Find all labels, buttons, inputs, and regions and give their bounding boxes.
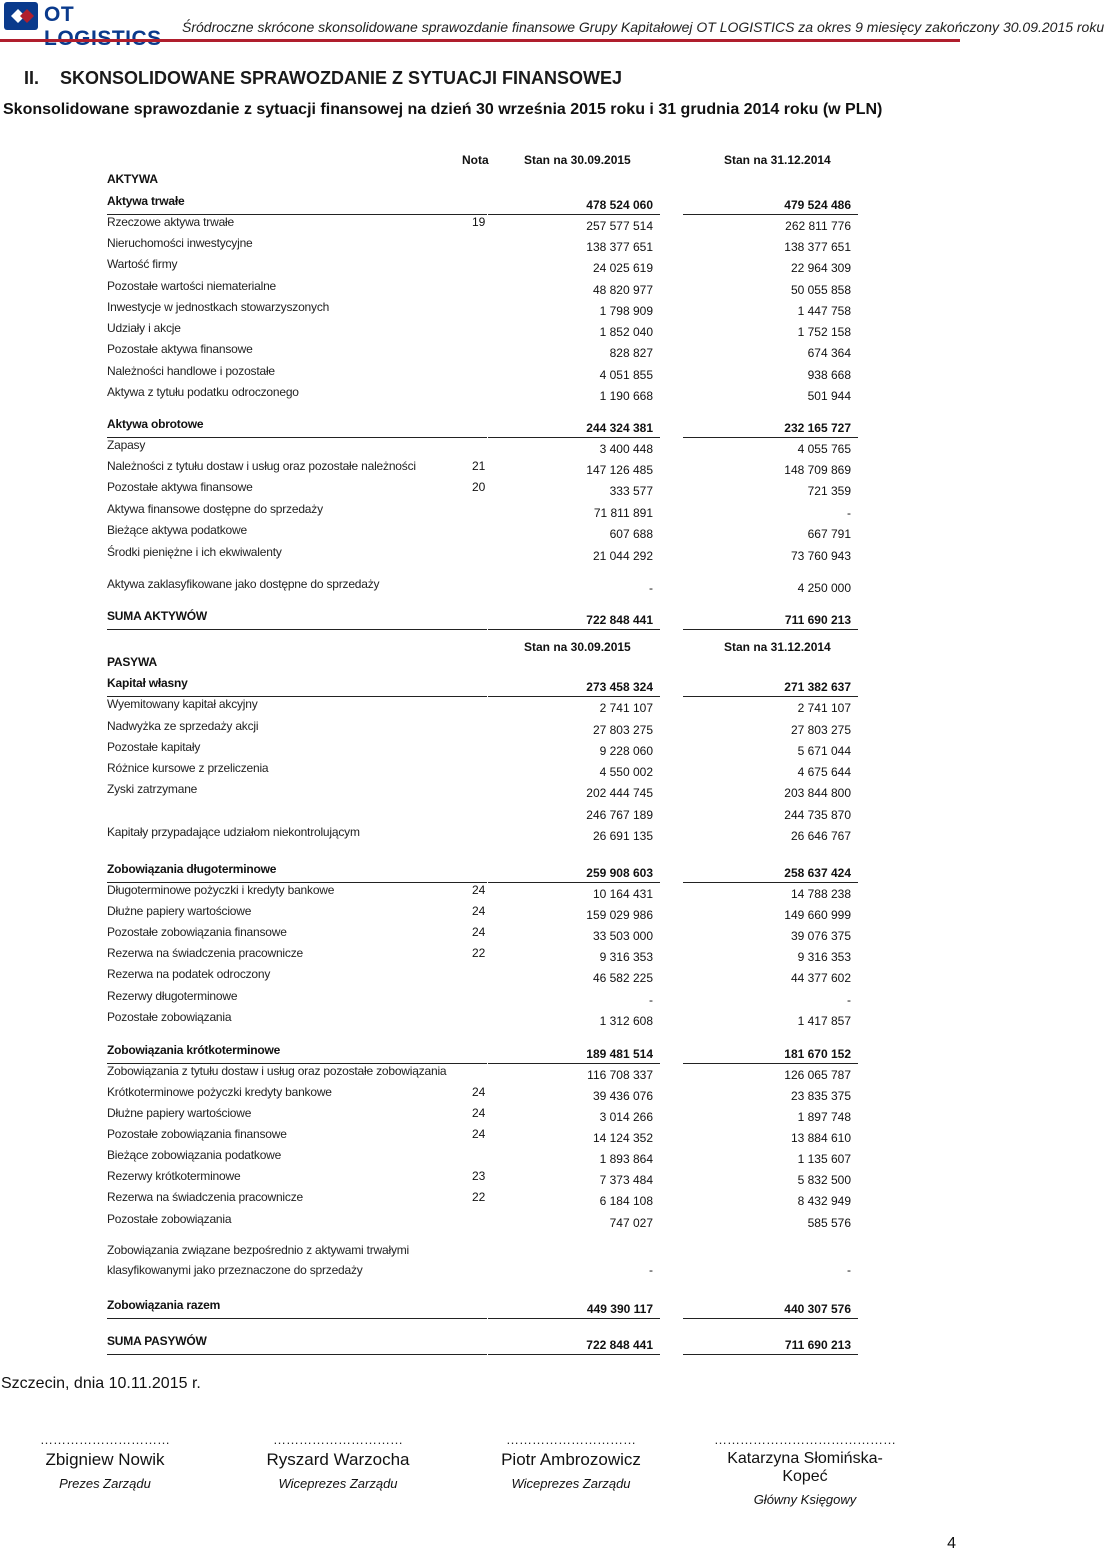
- value-current: 147 126 485: [586, 463, 653, 477]
- signature-line: …………………………: [273, 1432, 403, 1447]
- row-note: 24: [472, 925, 486, 939]
- row-label: Zyski zatrzymane: [107, 782, 198, 796]
- value-previous: 73 760 943: [790, 549, 851, 563]
- signature-block: [15, 1432, 195, 1491]
- value-previous: 585 576: [807, 1216, 851, 1230]
- value-underline: [683, 696, 858, 697]
- signature-block: [481, 1432, 661, 1491]
- value-previous: 1 897 748: [797, 1110, 851, 1124]
- signature-block: [705, 1432, 905, 1507]
- value-underline: [488, 696, 660, 697]
- value-previous: 4 055 765: [797, 442, 851, 456]
- row-label: Dłużne papiery wartościowe: [107, 1106, 252, 1120]
- value-current: 46 582 225: [592, 971, 653, 985]
- value-underline: [488, 882, 660, 883]
- row-label: Należności z tytułu dostaw i usług oraz pozostałe należności: [107, 459, 416, 473]
- signatory-name: Ryszard Warzocha: [266, 1450, 410, 1469]
- section-number: II.: [24, 68, 40, 88]
- value-current: 244 324 381: [586, 421, 653, 435]
- value-underline: [488, 1354, 660, 1355]
- row-label: Bieżące aktywa podatkowe: [107, 523, 247, 537]
- row-note: 24: [472, 1106, 486, 1120]
- value-current: 6 184 108: [599, 1194, 653, 1208]
- value-previous: 27 803 275: [790, 723, 851, 737]
- value-underline: [683, 437, 858, 438]
- value-current: 1 798 909: [599, 304, 653, 318]
- value-previous: -: [847, 1263, 851, 1277]
- value-current: 478 524 060: [586, 198, 653, 212]
- value-previous: 1 752 158: [797, 325, 851, 339]
- row-label: Aktywa finansowe dostępne do sprzedaży: [107, 502, 323, 516]
- row-label: Inwestycje w jednostkach stowarzyszonych: [107, 300, 330, 314]
- value-previous: 5 671 044: [797, 744, 851, 758]
- value-current: 48 820 977: [592, 283, 653, 297]
- row-note: 24: [472, 904, 486, 918]
- value-current: 246 767 189: [586, 808, 653, 822]
- row-label: Dłużne papiery wartościowe: [107, 904, 252, 918]
- row-label: Należności handlowe i pozostałe: [107, 364, 275, 378]
- value-current: 21 044 292: [592, 549, 653, 563]
- signature-line: …………………………: [40, 1432, 170, 1447]
- place-and-date: Szczecin, dnia 10.11.2015 r.: [1, 1375, 201, 1392]
- row-label: Rezerwa na podatek odroczony: [107, 967, 271, 981]
- value-current: 9 316 353: [599, 950, 653, 964]
- section-heading: [24, 68, 622, 89]
- value-previous: 44 377 602: [790, 971, 851, 985]
- value-underline: [683, 882, 858, 883]
- value-current: 10 164 431: [592, 887, 653, 901]
- column-header-current-liabilities: Stan na 30.09.2015: [524, 640, 631, 654]
- row-label: Zobowiązania związane bezpośrednio z aktywami trwałymi: [107, 1243, 410, 1257]
- value-previous: -: [847, 993, 851, 1007]
- value-current: 39 436 076: [592, 1089, 653, 1103]
- row-label: Wartość firmy: [107, 257, 178, 271]
- value-current: 3 400 448: [599, 442, 653, 456]
- value-current: 2 741 107: [599, 701, 653, 715]
- value-previous: 440 307 576: [784, 1302, 851, 1316]
- value-previous: 22 964 309: [790, 261, 851, 275]
- value-previous: 13 884 610: [790, 1131, 851, 1145]
- value-previous: 262 811 776: [785, 219, 851, 233]
- value-previous: 232 165 727: [784, 421, 851, 435]
- row-label: Pozostałe aktywa finansowe: [107, 480, 253, 494]
- value-current: 116 708 337: [587, 1068, 653, 1082]
- value-current: 138 377 651: [586, 240, 653, 254]
- value-underline: [683, 214, 858, 215]
- value-current: 449 390 117: [586, 1302, 653, 1316]
- row-label: Różnice kursowe z przeliczenia: [107, 761, 269, 775]
- value-current: 607 688: [609, 527, 653, 541]
- value-previous: 711 690 213: [784, 1338, 851, 1352]
- row-label: Rezerwy długoterminowe: [107, 989, 238, 1003]
- row-label: Rzeczowe aktywa trwałe: [107, 215, 234, 229]
- value-previous: 2 741 107: [797, 701, 851, 715]
- value-underline: [488, 1063, 660, 1064]
- value-previous: 501 944: [807, 389, 851, 403]
- row-note: 24: [472, 1127, 486, 1141]
- value-current: 71 811 891: [593, 506, 653, 520]
- signatory-role: Główny Księgowy: [753, 1492, 857, 1507]
- value-current: 1 852 040: [599, 325, 653, 339]
- logo-mark-icon: [4, 2, 38, 30]
- value-previous: 126 065 787: [784, 1068, 851, 1082]
- value-current: 189 481 514: [586, 1047, 653, 1061]
- value-previous: -: [847, 506, 851, 520]
- value-previous: 138 377 651: [784, 240, 851, 254]
- row-underline: [107, 629, 487, 630]
- row-label: Rezerwa na świadczenia pracownicze: [107, 1190, 303, 1204]
- document-header-title: Śródroczne skrócone skonsolidowane sprawozdanie finansowe Grupy Kapitałowej OT LOGISTICS za okres 9 miesięcy zakończony 30.09.2015 roku: [182, 19, 1104, 35]
- value-previous: 149 660 999: [784, 908, 851, 922]
- value-previous: 39 076 375: [790, 929, 851, 943]
- row-label: Nadwyżka ze sprzedaży akcji: [107, 719, 259, 733]
- row-note: 20: [472, 480, 486, 494]
- value-current: 259 908 603: [586, 866, 653, 880]
- page-number: 4: [947, 1535, 956, 1552]
- row-label: Pozostałe aktywa finansowe: [107, 342, 253, 356]
- value-current: 202 444 745: [586, 786, 653, 800]
- value-previous: 244 735 870: [784, 808, 851, 822]
- value-previous: 23 835 375: [790, 1089, 851, 1103]
- value-previous: 479 524 486: [784, 198, 851, 212]
- value-previous: 148 709 869: [784, 463, 851, 477]
- row-label: Aktywa zaklasyfikowane jako dostępne do sprzedaży: [107, 577, 380, 591]
- value-previous: 258 637 424: [784, 866, 851, 880]
- value-current: 159 029 986: [586, 908, 653, 922]
- value-current: 4 550 002: [599, 765, 653, 779]
- value-current: 27 803 275: [592, 723, 653, 737]
- row-label: Zapasy: [107, 438, 146, 452]
- column-header-note: Nota: [462, 153, 489, 167]
- value-current: 9 228 060: [599, 744, 653, 758]
- row-underline: [107, 437, 487, 438]
- value-previous: 1 417 857: [797, 1014, 851, 1028]
- value-previous: 5 832 500: [797, 1173, 851, 1187]
- value-current: 33 503 000: [592, 929, 653, 943]
- value-current: 14 124 352: [592, 1131, 653, 1145]
- row-underline: [107, 1318, 487, 1319]
- row-label: PASYWA: [107, 655, 157, 669]
- value-underline: [683, 1063, 858, 1064]
- value-current: 24 025 619: [592, 261, 653, 275]
- row-label: Długoterminowe pożyczki i kredyty bankowe: [107, 883, 335, 897]
- value-previous: 4 250 000: [797, 581, 851, 595]
- row-label: Krótkoterminowe pożyczki kredyty bankowe: [107, 1085, 332, 1099]
- signatory-role: Prezes Zarządu: [59, 1476, 151, 1491]
- row-label: SUMA AKTYWÓW: [107, 609, 208, 623]
- row-note: 24: [472, 883, 486, 897]
- value-current: 722 848 441: [586, 613, 653, 627]
- value-current: 1 312 608: [599, 1014, 653, 1028]
- value-underline: [488, 437, 660, 438]
- row-label: Rezerwa na świadczenia pracownicze: [107, 946, 303, 960]
- section-title-text: SKONSOLIDOWANE SPRAWOZDANIE Z SYTUACJI FINANSOWEJ: [60, 68, 623, 88]
- row-note: 22: [472, 1190, 486, 1204]
- logo-wordmark: OT: [44, 3, 75, 26]
- signature-block: [248, 1432, 428, 1491]
- row-label: Środki pieniężne i ich ekwiwalenty: [107, 545, 282, 559]
- row-label: Kapitał własny: [107, 676, 188, 690]
- row-label: Nieruchomości inwestycyjne: [107, 236, 253, 250]
- value-previous: 14 788 238: [790, 887, 851, 901]
- row-label: Pozostałe zobowiązania finansowe: [107, 1127, 287, 1141]
- signatory-role: Wiceprezes Zarządu: [278, 1476, 398, 1491]
- row-label: Pozostałe zobowiązania: [107, 1010, 232, 1024]
- value-previous: 711 690 213: [784, 613, 851, 627]
- signature-line: ……………………………………: [714, 1432, 896, 1447]
- value-current: 4 051 855: [599, 368, 653, 382]
- row-label: Aktywa trwałe: [107, 194, 185, 208]
- value-previous: 271 382 637: [784, 680, 851, 694]
- row-note: 24: [472, 1085, 486, 1099]
- row-label: Kapitały przypadające udziałom niekontrolującym: [107, 825, 360, 839]
- value-previous: 721 359: [807, 484, 851, 498]
- value-current: -: [649, 993, 653, 1007]
- value-current: 828 827: [609, 346, 653, 360]
- company-logo: [4, 2, 184, 30]
- value-current: 1 893 864: [599, 1152, 653, 1166]
- value-current: 7 373 484: [599, 1173, 653, 1187]
- row-label: AKTYWA: [107, 172, 158, 186]
- value-previous: 9 316 353: [797, 950, 851, 964]
- row-label: Pozostałe zobowiązania: [107, 1212, 232, 1226]
- row-label: Pozostałe kapitały: [107, 740, 201, 754]
- value-previous: 1 447 758: [797, 304, 851, 318]
- row-label: Zobowiązania razem: [107, 1298, 221, 1312]
- value-previous: 4 675 644: [797, 765, 851, 779]
- row-label: Bieżące zobowiązania podatkowe: [107, 1148, 282, 1162]
- value-current: -: [649, 581, 653, 595]
- row-note: 23: [472, 1169, 486, 1183]
- value-underline: [683, 629, 858, 630]
- value-current: 333 577: [609, 484, 653, 498]
- value-underline: [488, 214, 660, 215]
- header-divider: [0, 39, 960, 42]
- row-label: Zobowiązania długoterminowe: [107, 862, 277, 876]
- row-label: Zobowiązania krótkoterminowe: [107, 1043, 281, 1057]
- value-previous: 181 670 152: [784, 1047, 851, 1061]
- row-label: Zobowiązania z tytułu dostaw i usług oraz pozostałe zobowiązania: [107, 1064, 447, 1078]
- column-header-current: Stan na 30.09.2015: [524, 153, 631, 167]
- signatory-name: Katarzyna Słomińska-Kopeć: [727, 1450, 883, 1485]
- row-note: 22: [472, 946, 486, 960]
- value-underline: [488, 1318, 660, 1319]
- column-header-previous-liabilities: Stan na 31.12.2014: [724, 640, 831, 654]
- row-label: Rezerwy krótkoterminowe: [107, 1169, 241, 1183]
- statement-subtitle: Skonsolidowane sprawozdanie z sytuacji finansowej na dzień 30 września 2015 roku i 31 grudnia 2014 roku (w PLN): [3, 101, 883, 118]
- value-previous: 1 135 607: [797, 1152, 851, 1166]
- row-label: Aktywa obrotowe: [107, 417, 204, 431]
- value-current: 722 848 441: [586, 1338, 653, 1352]
- value-current: 747 027: [609, 1216, 653, 1230]
- value-current: 273 458 324: [586, 680, 653, 694]
- value-current: 26 691 135: [592, 829, 653, 843]
- column-header-previous: Stan na 31.12.2014: [724, 153, 831, 167]
- signatory-role: Wiceprezes Zarządu: [511, 1476, 631, 1491]
- value-current: 3 014 266: [599, 1110, 653, 1124]
- signature-line: …………………………: [506, 1432, 636, 1447]
- row-label: SUMA PASYWÓW: [107, 1334, 207, 1348]
- row-label: Wyemitowany kapitał akcyjny: [107, 697, 258, 711]
- value-previous: 50 055 858: [790, 283, 851, 297]
- value-current: 1 190 668: [599, 389, 653, 403]
- value-previous: 938 668: [807, 368, 851, 382]
- value-underline: [488, 629, 660, 630]
- row-note: 21: [472, 459, 486, 473]
- value-underline: [683, 1354, 858, 1355]
- row-note: 19: [472, 215, 486, 229]
- value-current: 257 577 514: [586, 219, 653, 233]
- row-label: Aktywa z tytułu podatku odroczonego: [107, 385, 299, 399]
- value-previous: 26 646 767: [790, 829, 851, 843]
- row-label: Pozostałe zobowiązania finansowe: [107, 925, 287, 939]
- row-label-continued: klasyfikowanymi jako przeznaczone do sprzedaży: [107, 1263, 363, 1277]
- value-underline: [683, 1318, 858, 1319]
- value-previous: 674 364: [807, 346, 851, 360]
- row-label: Pozostałe wartości niematerialne: [107, 279, 277, 293]
- value-previous: 8 432 949: [797, 1194, 851, 1208]
- row-label: Udziały i akcje: [107, 321, 181, 335]
- value-previous: 667 791: [807, 527, 851, 541]
- row-underline: [107, 1354, 487, 1355]
- signatory-name: Piotr Ambrozowicz: [501, 1450, 641, 1469]
- value-previous: 203 844 800: [784, 786, 851, 800]
- value-current: -: [649, 1263, 653, 1277]
- signatory-name: Zbigniew Nowik: [45, 1450, 165, 1469]
